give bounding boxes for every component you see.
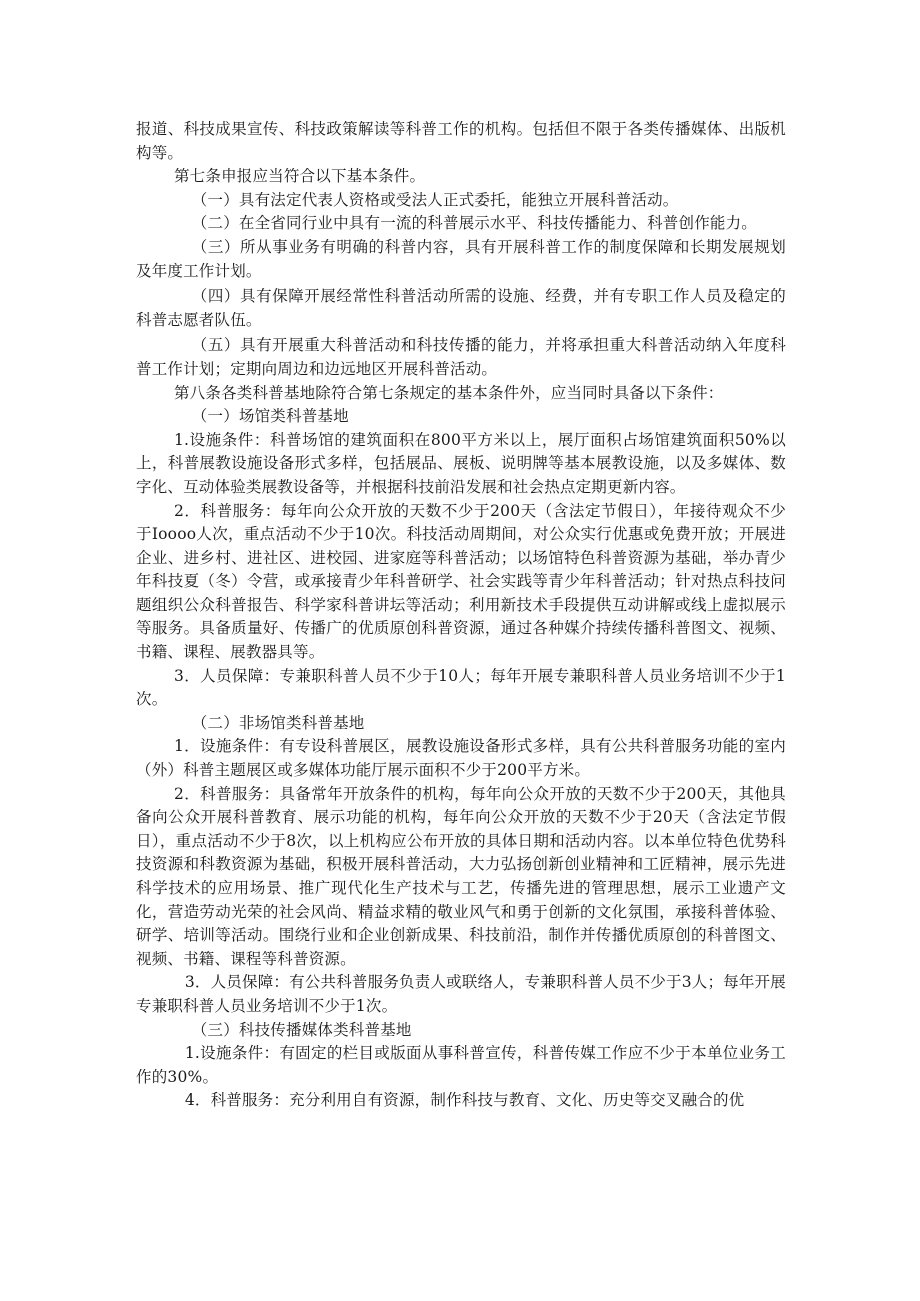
non-venue-staffing: 3．人员保障：有公共科普服务负责人或联络人，专兼职科普人员不少于3人；每年开展专兼职科普人员业务培训不少于1次。 (136, 973, 786, 1015)
media-facilities: 1.设施条件：有固定的栏目或版面从事科普宣传，科普传媒工作应不少于本单位业务工作的30%。 (136, 1044, 786, 1086)
venue-facilities: 1.设施条件：科普场馆的建筑面积在800平方米以上，展厅面积占场馆建筑面积50%以上，科普展教设施设备形式多样，包括展品、展板、说明牌等基本展教设施，以及多媒体、数字化、互动体验类展教设备等，并根据科技前沿发展和社会热点定期更新内容。 (136, 430, 786, 496)
venue-staffing: 3．人员保障：专兼职科普人员不少于10人；每年开展专兼职科普人员业务培训不少于1次。 (136, 666, 786, 709)
non-venue-services: 2．科普服务：具备常年开放条件的机构，每年向公众开放的天数不少于200天，其他具备向公众开展科普教育、展示功能的机构，每年向公众开放的天数不少于20天（含法定节假日），重点活动不少于8次，以上机构应公布开放的具体日期和活动内容。以本单位特色优势科技资源和科教资源为基础，积极开展科普活动，大力弘扬创新创业精神和工匠精神，展示先进科学技术的应用场景、推广现代化生产技术与工艺，传播先进的管理思想，展示工业遗产文化，营造劳动光荣的社会风尚、精益求精的敬业风气和勇于创新的文化氛围，承接科普体验、研学、培训等活动。围绕行业和企业创新成果、科技前沿，制作并传播优质原创的科普图文、视频、书籍、课程等科普资源。 (136, 784, 786, 968)
condition-2: （二）在全省同行业中具有一流的科普展示水平、科技传播能力、科普创作能力。 (191, 214, 757, 233)
section-media-heading: （三）科技传播媒体类科普基地 (191, 1020, 412, 1039)
section-non-venue-heading: （二）非场馆类科普基地 (191, 713, 365, 732)
venue-services: 2．科普服务：每年向公众开放的天数不少于200天（含法定节假日），年接待观众不少于Ioooo人次，重点活动不少于10次。科技活动周期间，对公众实行优惠或免费开放；开展进企业、进乡村、进社区、进校园、进家庭等科普活动；以场馆特色科普资源为基础，举办青少年科技夏（冬）令营，或承接青少年科普研学、社会实践等青少年科普活动；针对热点科技问题组织公众科普报告、科学家科普讲坛等活动；利用新技术手段提供互动讲解或线上虚拟展示等服务。具备质量好、传播广的优质原创科普资源，通过各种媒介持续传播科普图文、视频、书籍、课程、展教器具等。 (136, 501, 786, 662)
section-venue-heading: （一）场馆类科普基地 (191, 407, 349, 426)
condition-3: （三）所从事业务有明确的科普内容，具有开展科普工作的制度保障和长期发展规划及年度工作计划。 (136, 237, 786, 280)
condition-4: （四）具有保障开展经常性科普活动所需的设施、经费，并有专职工作人员及稳定的科普志愿者队伍。 (136, 287, 786, 329)
article-7-heading: 第七条申报应当符合以下基本条件。 (173, 167, 426, 186)
non-venue-facilities: 1．设施条件：有专设科普展区，展教设施设备形式多样，具有公共科普服务功能的室内（外）科普主题展区或多媒体功能厅展示面积不少于200平方米。 (136, 737, 786, 780)
condition-1: （一）具有法定代表人资格或受法人正式委托，能独立开展科普活动。 (191, 190, 679, 209)
condition-5: （五）具有开展重大科普活动和科技传播的能力，并将承担重大科普活动纳入年度科普工作计划；定期向周边和边远地区开展科普活动。 (136, 336, 786, 378)
document-body (136, 118, 786, 1113)
media-services: 4．科普服务：充分利用自有资源，制作科技与教育、文化、历史等交叉融合的优 (184, 1091, 745, 1110)
paragraph-continuation: 报道、科技成果宣传、科技政策解读等科普工作的机构。包括但不限于各类传播媒体、出版机构等。 (136, 120, 786, 162)
article-8-heading: 第八条各类科普基地除符合第七条规定的基本条件外，应当同时具备以下条件： (173, 383, 724, 402)
